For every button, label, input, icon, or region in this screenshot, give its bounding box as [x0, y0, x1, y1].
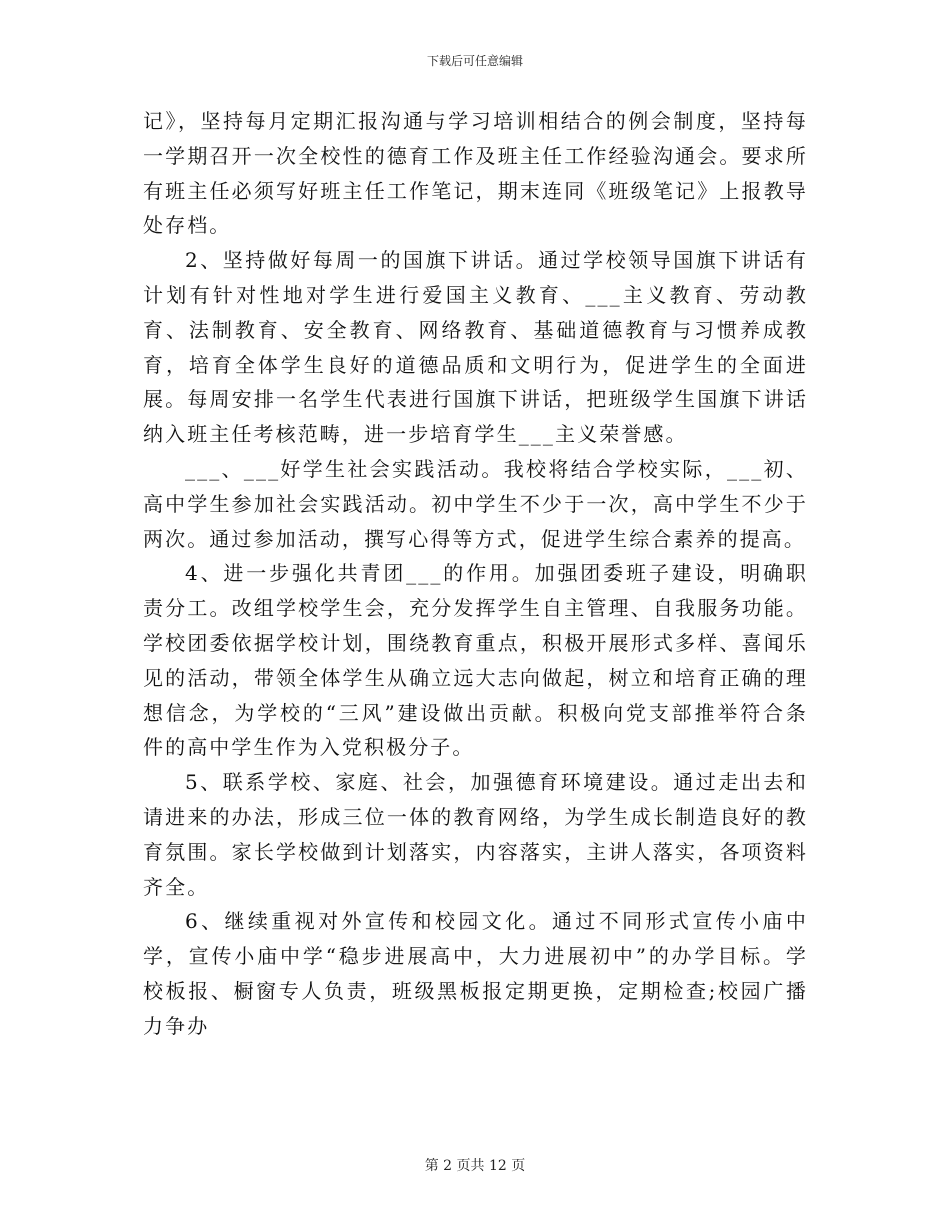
page-header: 下载后可任意编辑: [426, 54, 523, 68]
page-number-footer: 第 2 页共 12 页: [424, 1158, 526, 1174]
paragraph-item-5: 5、联系学校、家庭、社会，加强德育环境建设。通过走出去和请进来的办法，形成三位一体的教育网络，为学生成长制造良好的教育氛围。家长学校做到计划落实，内容落实，主讲人落实，各项资料齐全。: [143, 770, 808, 899]
document-body: [143, 104, 808, 1044]
paragraph-item-6: 6、继续重视对外宣传和校园文化。通过不同形式宣传小庙中学，宣传小庙中学“稳步进展高中，大力进展初中”的办学目标。学校板报、橱窗专人负责，班级黑板报定期更换，定期检查;校园广播力争办: [143, 909, 808, 1038]
paragraph-continuation: 记》，坚持每月定期汇报沟通与学习培训相结合的例会制度，坚持每一学期召开一次全校性的德育工作及班主任工作经验沟通会。要求所有班主任必须写好班主任工作笔记，期末连同《班级笔记》上报教导处存档。: [143, 109, 808, 238]
paragraph-item-3: ___、___好学生社会实践活动。我校将结合学校实际，___初、高中学生参加社会实践活动。初中学生不少于一次，高中学生不少于两次。通过参加活动，撰写心得等方式，促进学生综合素养的提高。: [143, 456, 808, 551]
paragraph-item-4: 4、进一步强化共青团___的作用。加强团委班子建设，明确职责分工。改组学校学生会，充分发挥学生自主管理、自我服务功能。学校团委依据学校计划，围绕教育重点，积极开展形式多样、喜闻乐见的活动，带领全体学生从确立远大志向做起，树立和培育正确的理想信念，为学校的“三风”建设做出贡献。积极向党支部推举符合条件的高中学生作为入党积极分子。: [143, 561, 808, 760]
paragraph-item-2: 2、坚持做好每周一的国旗下讲话。通过学校领导国旗下讲话有计划有针对性地对学生进行爱国主义教育、___主义教育、劳动教育、法制教育、安全教育、网络教育、基础道德教育与习惯养成教育，培育全体学生良好的道德品质和文明行为，促进学生的全面进展。每周安排一名学生代表进行国旗下讲话，把班级学生国旗下讲话纳入班主任考核范畴，进一步培育学生___主义荣誉感。: [143, 248, 808, 447]
